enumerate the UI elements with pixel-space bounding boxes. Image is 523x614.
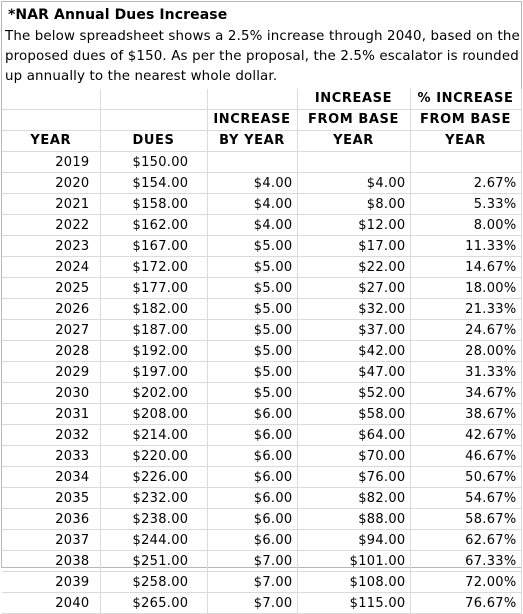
increase-by-year-cell: $7.00 xyxy=(207,551,297,572)
dues-cell: $158.00 xyxy=(100,194,207,215)
dues-cell: $172.00 xyxy=(100,257,207,278)
increase-by-year-cell xyxy=(207,152,297,173)
increase-from-base-cell: $94.00 xyxy=(297,530,410,551)
percent-increase-cell: 58.67% xyxy=(410,509,521,530)
increase-by-year-cell: $5.00 xyxy=(207,362,297,383)
percent-increase-cell: 42.67% xyxy=(410,425,521,446)
increase-from-base-cell: $76.00 xyxy=(297,467,410,488)
column-header: INCREASE xyxy=(207,110,297,131)
dues-cell: $192.00 xyxy=(100,341,207,362)
dues-cell: $265.00 xyxy=(100,593,207,614)
year-cell: 2032 xyxy=(2,425,100,446)
increase-by-year-cell: $5.00 xyxy=(207,257,297,278)
year-cell: 2037 xyxy=(2,530,100,551)
column-header xyxy=(207,89,297,110)
description-text: The below spreadsheet shows a 2.5% increase through 2040, based on the proposed dues of $150. As per the proposal, the 2.5% escalator is rounded up annually to the nearest whole dollar. xyxy=(5,29,520,84)
increase-from-base-cell: $108.00 xyxy=(297,572,410,593)
dues-cell: $187.00 xyxy=(100,320,207,341)
year-cell: 2023 xyxy=(2,236,100,257)
dues-cell: $226.00 xyxy=(100,467,207,488)
dues-cell: $244.00 xyxy=(100,530,207,551)
table-row xyxy=(2,509,521,530)
table-header xyxy=(2,89,521,152)
increase-from-base-cell: $17.00 xyxy=(297,236,410,257)
page-title: *NAR Annual Dues Increase xyxy=(8,7,228,23)
year-cell: 2022 xyxy=(2,215,100,236)
column-header: % INCREASE xyxy=(410,89,521,110)
increase-by-year-cell: $5.00 xyxy=(207,383,297,404)
table-row xyxy=(2,488,521,509)
percent-increase-cell: 18.00% xyxy=(410,278,521,299)
percent-increase-cell: 72.00% xyxy=(410,572,521,593)
column-header: FROM BASE xyxy=(410,110,521,131)
column-header: INCREASE xyxy=(297,89,410,110)
column-header xyxy=(100,110,207,131)
dues-cell: $251.00 xyxy=(100,551,207,572)
increase-by-year-cell: $4.00 xyxy=(207,173,297,194)
increase-by-year-cell: $6.00 xyxy=(207,446,297,467)
year-cell: 2035 xyxy=(2,488,100,509)
year-cell: 2040 xyxy=(2,593,100,614)
table-row xyxy=(2,152,521,173)
increase-by-year-cell: $5.00 xyxy=(207,299,297,320)
increase-by-year-cell: $4.00 xyxy=(207,215,297,236)
year-cell: 2034 xyxy=(2,467,100,488)
table-row xyxy=(2,446,521,467)
year-cell: 2038 xyxy=(2,551,100,572)
increase-from-base-cell: $22.00 xyxy=(297,257,410,278)
header-row3 xyxy=(2,131,521,152)
dues-cell: $150.00 xyxy=(100,152,207,173)
percent-increase-cell: 24.67% xyxy=(410,320,521,341)
percent-increase-cell: 62.67% xyxy=(410,530,521,551)
year-cell: 2025 xyxy=(2,278,100,299)
dues-cell: $177.00 xyxy=(100,278,207,299)
column-header xyxy=(100,89,207,110)
column-header: BY YEAR xyxy=(207,131,297,152)
increase-from-base-cell: $37.00 xyxy=(297,320,410,341)
table-row xyxy=(2,257,521,278)
increase-from-base-cell: $115.00 xyxy=(297,593,410,614)
column-header xyxy=(2,89,100,110)
table-row xyxy=(2,299,521,320)
increase-from-base-cell: $47.00 xyxy=(297,362,410,383)
column-header xyxy=(2,110,100,131)
percent-increase-cell: 54.67% xyxy=(410,488,521,509)
table-row xyxy=(2,362,521,383)
increase-by-year-cell: $6.00 xyxy=(207,509,297,530)
percent-increase-cell: 21.33% xyxy=(410,299,521,320)
dues-cell: $220.00 xyxy=(100,446,207,467)
year-cell: 2029 xyxy=(2,362,100,383)
dues-cell: $238.00 xyxy=(100,509,207,530)
table-body xyxy=(2,152,521,614)
table-row xyxy=(2,530,521,551)
percent-increase-cell: 50.67% xyxy=(410,467,521,488)
percent-increase-cell: 38.67% xyxy=(410,404,521,425)
column-header: YEAR xyxy=(2,131,100,152)
increase-from-base-cell: $101.00 xyxy=(297,551,410,572)
column-header: YEAR xyxy=(297,131,410,152)
percent-increase-cell: 2.67% xyxy=(410,173,521,194)
dues-cell: $167.00 xyxy=(100,236,207,257)
increase-by-year-cell: $7.00 xyxy=(207,593,297,614)
dues-cell: $202.00 xyxy=(100,383,207,404)
table-row xyxy=(2,593,521,614)
increase-from-base-cell: $58.00 xyxy=(297,404,410,425)
table-row xyxy=(2,278,521,299)
header-row1 xyxy=(2,89,521,110)
table-row xyxy=(2,320,521,341)
year-cell: 2020 xyxy=(2,173,100,194)
table-row xyxy=(2,341,521,362)
increase-by-year-cell: $5.00 xyxy=(207,236,297,257)
increase-from-base-cell: $32.00 xyxy=(297,299,410,320)
year-cell: 2027 xyxy=(2,320,100,341)
table-row xyxy=(2,425,521,446)
year-cell: 2021 xyxy=(2,194,100,215)
increase-by-year-cell: $6.00 xyxy=(207,467,297,488)
percent-increase-cell: 34.67% xyxy=(410,383,521,404)
increase-from-base-cell: $52.00 xyxy=(297,383,410,404)
year-cell: 2036 xyxy=(2,509,100,530)
year-cell: 2019 xyxy=(2,152,100,173)
dues-table xyxy=(2,89,522,614)
table-row xyxy=(2,572,521,593)
column-header: YEAR xyxy=(410,131,521,152)
percent-increase-cell: 76.67% xyxy=(410,593,521,614)
percent-increase-cell: 31.33% xyxy=(410,362,521,383)
percent-increase-cell xyxy=(410,152,521,173)
dues-cell: $214.00 xyxy=(100,425,207,446)
percent-increase-cell: 28.00% xyxy=(410,341,521,362)
increase-by-year-cell: $5.00 xyxy=(207,278,297,299)
percent-increase-cell: 11.33% xyxy=(410,236,521,257)
increase-by-year-cell: $7.00 xyxy=(207,572,297,593)
table-row xyxy=(2,404,521,425)
dues-cell: $162.00 xyxy=(100,215,207,236)
year-cell: 2031 xyxy=(2,404,100,425)
percent-increase-cell: 5.33% xyxy=(410,194,521,215)
year-cell: 2030 xyxy=(2,383,100,404)
table-row xyxy=(2,173,521,194)
year-cell: 2039 xyxy=(2,572,100,593)
increase-from-base-cell: $27.00 xyxy=(297,278,410,299)
percent-increase-cell: 67.33% xyxy=(410,551,521,572)
table-row xyxy=(2,215,521,236)
increase-from-base-cell: $42.00 xyxy=(297,341,410,362)
increase-by-year-cell: $6.00 xyxy=(207,404,297,425)
dues-cell: $197.00 xyxy=(100,362,207,383)
increase-from-base-cell: $8.00 xyxy=(297,194,410,215)
dues-cell: $208.00 xyxy=(100,404,207,425)
increase-by-year-cell: $4.00 xyxy=(207,194,297,215)
increase-from-base-cell: $70.00 xyxy=(297,446,410,467)
table-row xyxy=(2,194,521,215)
increase-by-year-cell: $5.00 xyxy=(207,320,297,341)
increase-from-base-cell: $12.00 xyxy=(297,215,410,236)
year-cell: 2024 xyxy=(2,257,100,278)
increase-from-base-cell: $4.00 xyxy=(297,173,410,194)
table-row xyxy=(2,236,521,257)
year-cell: 2026 xyxy=(2,299,100,320)
column-header: DUES xyxy=(100,131,207,152)
increase-from-base-cell: $82.00 xyxy=(297,488,410,509)
percent-increase-cell: 8.00% xyxy=(410,215,521,236)
dues-cell: $258.00 xyxy=(100,572,207,593)
percent-increase-cell: 14.67% xyxy=(410,257,521,278)
percent-increase-cell: 46.67% xyxy=(410,446,521,467)
dues-cell: $182.00 xyxy=(100,299,207,320)
table-row xyxy=(2,467,521,488)
column-header: FROM BASE xyxy=(297,110,410,131)
year-cell: 2028 xyxy=(2,341,100,362)
increase-from-base-cell xyxy=(297,152,410,173)
increase-by-year-cell: $5.00 xyxy=(207,341,297,362)
table-row xyxy=(2,551,521,572)
spreadsheet xyxy=(1,1,522,611)
increase-from-base-cell: $64.00 xyxy=(297,425,410,446)
increase-by-year-cell: $6.00 xyxy=(207,425,297,446)
header-row2 xyxy=(2,110,521,131)
increase-by-year-cell: $6.00 xyxy=(207,488,297,509)
year-cell: 2033 xyxy=(2,446,100,467)
dues-cell: $232.00 xyxy=(100,488,207,509)
increase-from-base-cell: $88.00 xyxy=(297,509,410,530)
dues-cell: $154.00 xyxy=(100,173,207,194)
table-row xyxy=(2,383,521,404)
increase-by-year-cell: $6.00 xyxy=(207,530,297,551)
